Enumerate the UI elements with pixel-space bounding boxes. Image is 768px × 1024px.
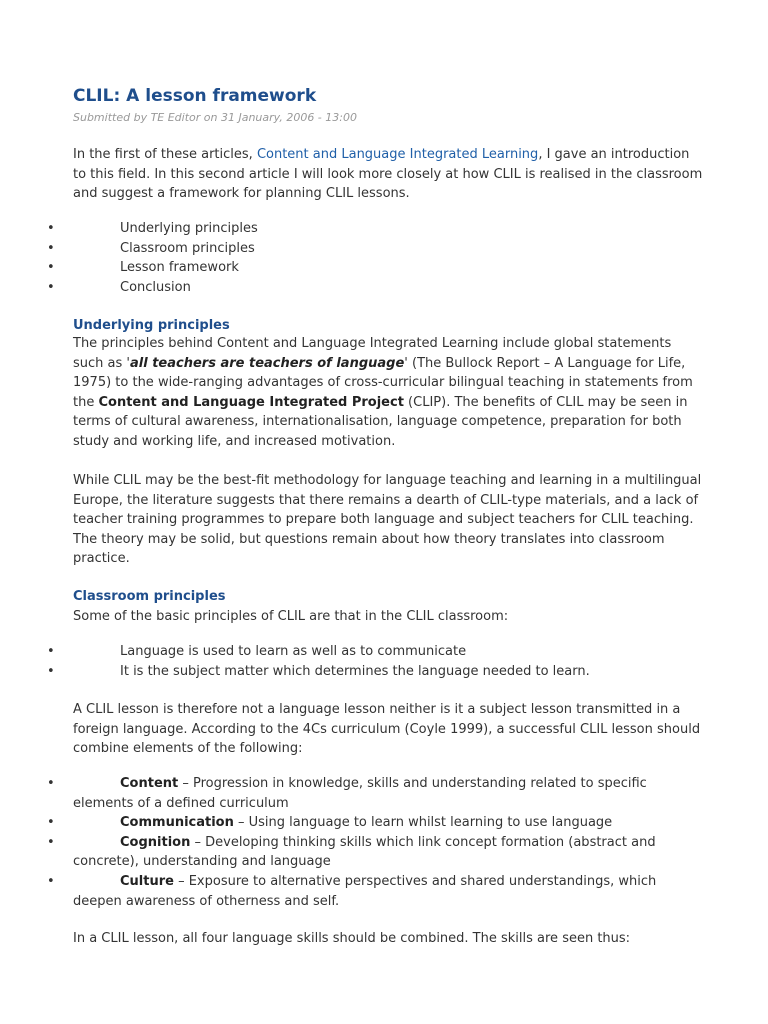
four-cs-paragraph: A CLIL lesson is therefore not a language lesson neither is it a subject lesson transmitted in a foreign language. According to the 4Cs curriculum (Coyle 1999), a successful CLIL lesson should combine elements of the following: [73, 702, 701, 757]
bullet-icon: • [47, 260, 55, 276]
bullet-icon: • [47, 663, 55, 679]
list-item: • Language is used to learn as well as to communicate [0, 642, 703, 662]
toc-item[interactable]: • Conclusion [0, 278, 703, 298]
bullet-icon: • [47, 776, 55, 791]
four-cs-list [0, 774, 703, 911]
bullock-quote: all teachers are teachers of language [129, 355, 405, 371]
bullet-icon: • [47, 815, 55, 831]
bullet-icon: • [47, 644, 55, 659]
toc-item[interactable]: • Underlying principles [0, 219, 703, 239]
list-item: • Content – Progression in knowledge, skills and understanding related to specific elements of a defined curriculum [47, 776, 647, 811]
bullet-icon: • [47, 873, 55, 889]
clil-article-link[interactable]: Content and Language Integrated Learning [256, 147, 539, 162]
underlying-paragraph-1: The principles behind Content and Language Integrated Learning include global statements such as 'all teachers are teachers of language' (The Bullock Report – A Language for Life, 1975) to the wide-ranging advantages of cross-curricular bilingual teaching in statements from the Content and Language Integrated Project (CLIP). The benefits of CLIL may be seen in terms of cultural awareness, internationalisation, language competence, preparation for both study and working life, and increased motivation. [73, 336, 693, 449]
classroom-principles-heading: Classroom principles [73, 589, 226, 604]
bullet-icon: • [47, 834, 55, 850]
article-title: CLIL: A lesson framework [73, 86, 317, 106]
list-item: • Cognition – Developing thinking skills which link concept formation (abstract and concrete), understanding and language [47, 834, 656, 870]
toc-item[interactable]: • Lesson framework [0, 258, 703, 278]
clip-project-name: Content and Language Integrated Project [98, 394, 404, 410]
list-item: • Culture – Exposure to alternative perspectives and shared understandings, which deepen awareness of otherness and self. [47, 873, 657, 909]
skills-paragraph: In a CLIL lesson, all four language skills should be combined. The skills are seen thus: [73, 931, 631, 946]
list-item: • Communication – Using language to learn whilst learning to use language [0, 813, 703, 833]
list-item: • It is the subject matter which determines the language needed to learn. [0, 662, 703, 682]
bullet-icon: • [47, 279, 55, 295]
intro-text-a: In the first of these articles, [73, 147, 257, 162]
underlying-principles-heading: Underlying principles [73, 318, 230, 333]
bullet-icon: • [47, 240, 55, 256]
intro-text-b: , I gave an introduction to this field. In this second article I will look more closely at how CLIL is realised in the classroom and suggest a framework for planning CLIL lessons. [73, 147, 703, 202]
toc-list [0, 219, 703, 297]
toc-item[interactable]: • Classroom principles [0, 239, 703, 259]
classroom-principles-list [0, 642, 703, 681]
bullet-icon: • [47, 221, 55, 236]
intro-paragraph [73, 145, 703, 204]
submitted-byline: Submitted by TE Editor on 31 January, 2006 - 13:00 [73, 111, 357, 124]
underlying-paragraph-2: While CLIL may be the best-fit methodology for language teaching and learning in a multilingual Europe, the literature suggests that there remains a dearth of CLIL-type materials, and a lack of teacher training programmes to prepare both language and subject teachers for CLIL teaching. The theory may be solid, but questions remain about how theory translates into classroom practice. [73, 473, 702, 567]
classroom-intro: Some of the basic principles of CLIL are that in the CLIL classroom: [73, 609, 509, 624]
